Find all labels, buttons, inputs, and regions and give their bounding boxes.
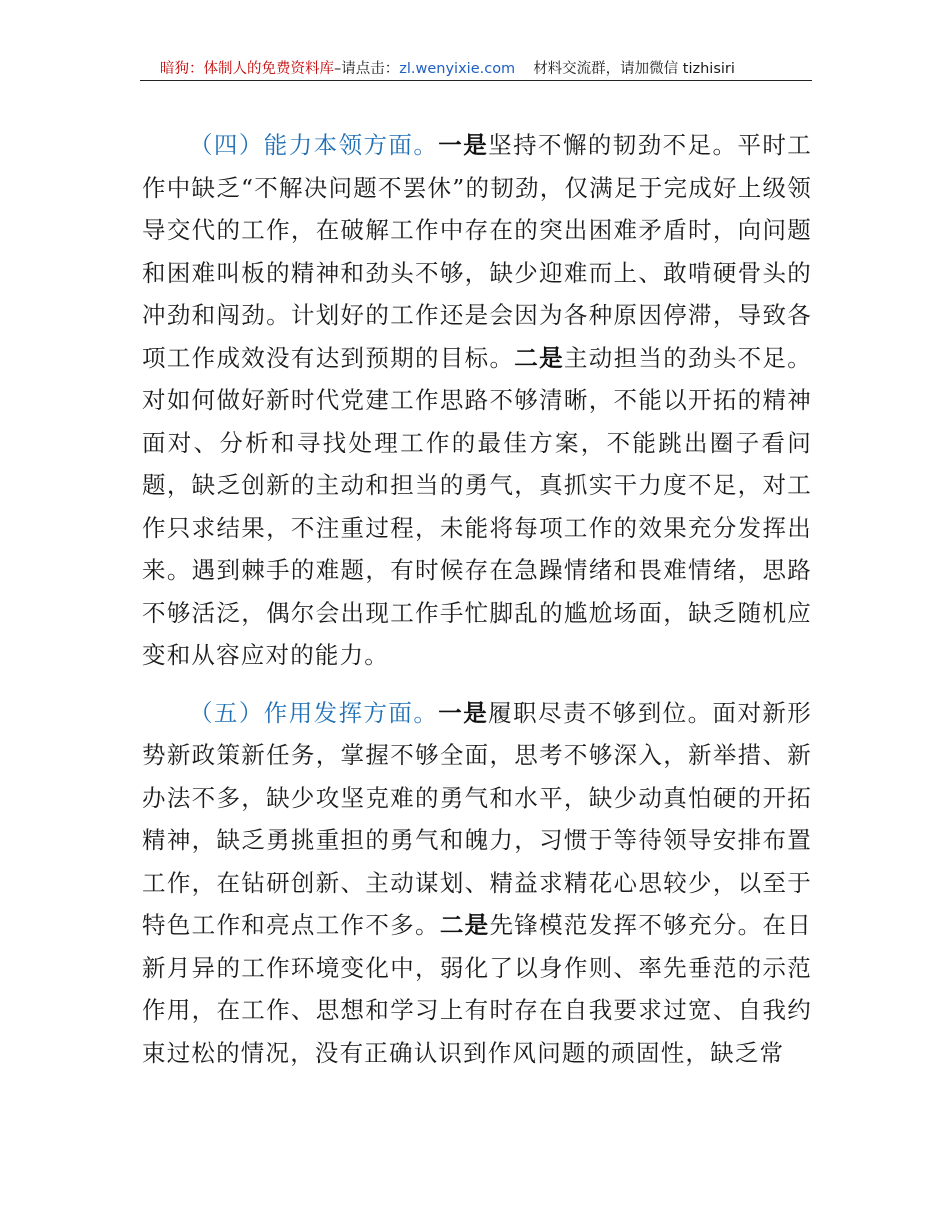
header-url-link[interactable]: zl.wenyixie.com: [399, 61, 516, 77]
point-label: 一是: [438, 131, 489, 159]
section-heading-5: （五）作用发挥方面。: [189, 698, 439, 727]
point-label: 二是: [514, 343, 564, 372]
point-text: 履职尽责不够到位。面对新形势新政策新任务，掌握不够全面，思考不够深入，新举措、新办法不多，缺少攻坚克难的勇气和水平，缺少动真怕硬的开拓精神，缺乏勇挑重担的勇气和魄力，习惯于等待领导安排布置工作，在钻研创新、主动谋划、精益求精花心思较少，以至于特色工作和亮点工作不多。: [142, 698, 812, 939]
paragraph-section-4: [142, 124, 812, 677]
section-heading-4: （四）能力本领方面。: [189, 131, 439, 159]
point-text: 主动担当的劲头不足。对如何做好新时代党建工作思路不够清晰，不能以开拓的精神面对、分析和寻找处理工作的最佳方案，不能跳出圈子看问题，缺乏创新的主动和担当的勇气，真抓实干力度不足，对工作只求结果，不注重过程，未能将每项工作的效果充分发挥出来。遇到棘手的难题，有时候存在急躁情绪和畏难情绪，思路不够活泛，偶尔会出现工作手忙脚乱的尴尬场面，缺乏随机应变和从容应对的能力。: [142, 343, 813, 669]
header-site-name: 暗狗：体制人的免费资料库: [160, 61, 334, 77]
page-header: [160, 56, 810, 82]
document-body: [142, 124, 812, 1074]
point-label: 二是: [439, 911, 490, 939]
paragraph-section-5: [142, 692, 812, 1075]
point-text: 先锋模范发挥不够充分。在日新月异的工作环境变化中，弱化了以身作则、率先垂范的示范作用，在工作、思想和学习上有时存在自我要求过宽、自我约束过松的情况，没有正确认识到作风问题的顽固性，缺乏常: [142, 911, 812, 1067]
header-divider: [140, 80, 812, 81]
header-click-prompt: –请点击：: [334, 61, 400, 77]
point-label: 一是: [438, 698, 489, 727]
header-group-note: 材料交流群，请加微信 tizhisiri: [533, 61, 735, 77]
point-text: 坚持不懈的韧劲不足。平时工作中缺乏“不解决问题不罢休”的韧劲，仅满足于完成好上级领导交代的工作，在破解工作中存在的突出困难矛盾时，向问题和困难叫板的精神和劲头不够，缺少迎难而上、敢啃硬骨头的冲劲和闯劲。计划好的工作还是会因为各种原因停滞，导致各项工作成效没有达到预期的目标。: [142, 131, 812, 372]
